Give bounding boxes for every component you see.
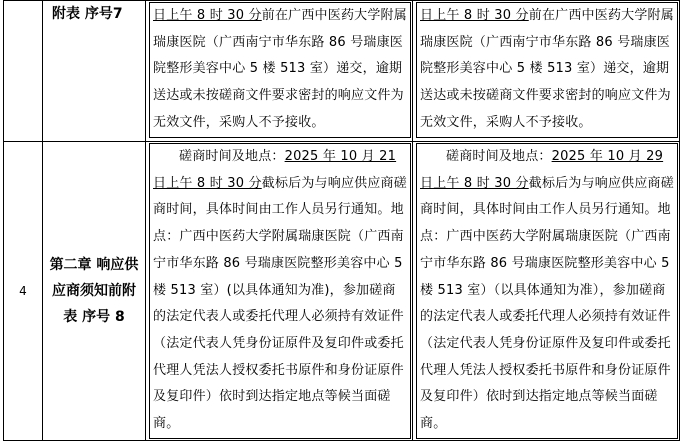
original-text-cell	[146, 142, 413, 441]
submission-text: 前在广西中医药大学附属瑞康医院（广西南宁市华东路 86 号瑞康医院整形美容中心 5 楼 513 室）递交，逾期送达或未按磋商文件要求密封的响应文件为无效文件，采购人不予接收。	[420, 8, 674, 130]
deadline-time: 日上午 8 时 30 分	[153, 8, 262, 23]
submission-text: 前在广西中医药大学附属瑞康医院（广西南宁市华东路 86 号瑞康医院整形美容中心 5 楼 513 室）递交，逾期送达或未按磋商文件要求密封的响应文件为无效文件，采购人不予接收。	[153, 8, 407, 130]
consultation-lead: 磋商时间及地点：	[179, 149, 285, 164]
table-row	[4, 1, 680, 142]
amendment-table	[3, 0, 680, 441]
item-label: 第二章 响应供应商须知前附表 序号 8	[43, 142, 146, 441]
consultation-lead: 磋商时间及地点：	[446, 149, 552, 164]
revised-text-cell	[413, 1, 680, 142]
consultation-date: 2025 年 10 月 29 日上午 8 时 30 分	[420, 149, 664, 191]
deadline-time: 日上午 8 时 30 分	[420, 8, 529, 23]
original-text-cell	[146, 1, 413, 142]
item-label: 附表 序号7	[43, 1, 146, 142]
table-row	[4, 142, 680, 441]
row-number: 4	[4, 142, 43, 441]
consultation-text: 截标后为与响应供应商磋商时间，具体时间由工作人员另行通知。地点：广西中医药大学附属瑞康医院（广西南宁市华东路 86 号瑞康医院整形美容中心 5 楼 513 室）（以具体通知为准），参加磋商的法定代表人或委托代理人必须持有效证件（法定代表人凭身份证原件及复印件或委托代理人凭法人授权委托书原件和身份证原件及复印件）依时到达指定地点等候当面磋商。	[420, 175, 674, 432]
consultation-date: 2025 年 10 月 21 日上午 8 时 30 分	[153, 149, 397, 191]
revised-text-cell	[413, 142, 680, 441]
row-number-cell	[4, 1, 43, 142]
consultation-text: 截标后为与响应供应商磋商时间，具体时间由工作人员另行通知。地点：广西中医药大学附属瑞康医院（广西南宁市华东路 86 号瑞康医院整形美容中心 5 楼 513 室）(以具体通知为准)，参加磋商的法定代表人或委托代理人必须持有效证件（法定代表人凭身份证原件及复印件或委托代理人凭法人授权委托书原件和身份证原件及复印件）依时到达指定地点等候当面磋商。	[153, 175, 407, 432]
